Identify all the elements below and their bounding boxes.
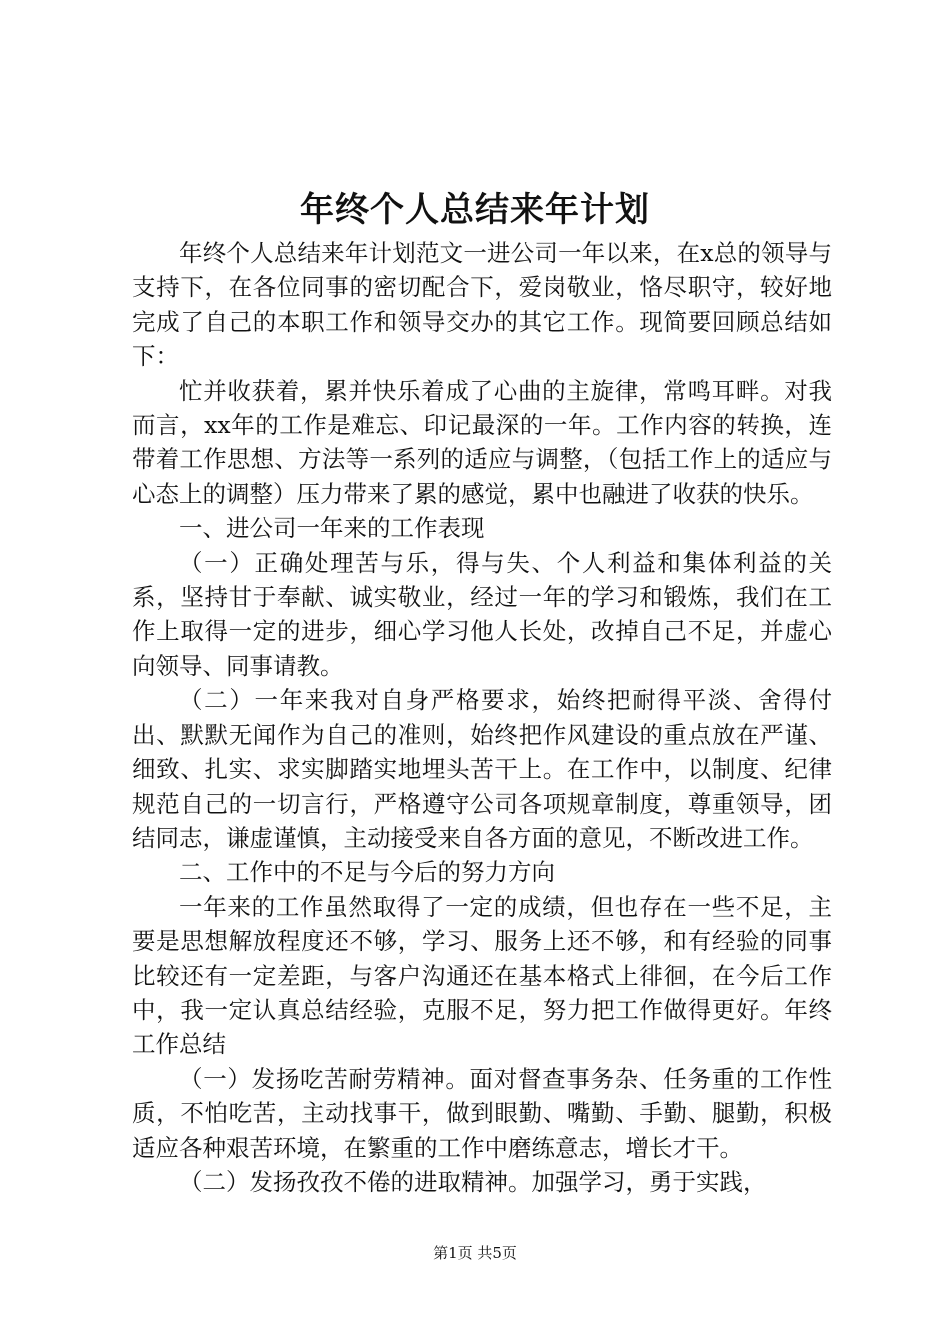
- section-heading: 二、工作中的不足与今后的努力方向: [179, 858, 555, 887]
- body-paragraph: 忙并收获着，累并快乐着成了心曲的主旋律，常鸣耳畔。对我而言，xx年的工作是难忘、印记最深的一年。工作内容的转换，连带着工作思想、方法等一系列的适应与调整，（包括工作上的适应与心态上的调整）压力带来了累的感觉，累中也融进了收获的快乐。: [132, 376, 832, 508]
- body-paragraph: 一年来的工作虽然取得了一定的成绩，但也存在一些不足，主要是思想解放程度还不够，学习、服务上还不够，和有经验的同事比较还有一定差距，与客户沟通还在基本格式上徘徊，在今后工作中，我一定认真总结经验，克服不足，努力把工作做得更好。年终工作总结: [132, 892, 832, 1059]
- body-paragraph: （二）一年来我对自身严格要求，始终把耐得平淡、舍得付出、默默无闻作为自己的准则，始终把作风建设的重点放在严谨、细致、扎实、求实脚踏实地埋头苦干上。在工作中，以制度、纪律规范自己的一切言行，严格遵守公司各项规章制度，尊重领导，团结同志，谦虚谨慎，主动接受来自各方面的意见，不断改进工作。: [132, 686, 832, 852]
- page-footer: 第1页 共5页: [433, 1244, 517, 1262]
- body-paragraph: （一）发扬吃苦耐劳精神。面对督查事务杂、任务重的工作性质，不怕吃苦，主动找事干，做到眼勤、嘴勤、手勤、腿勤，积极适应各种艰苦环境，在繁重的工作中磨练意志，增长才干。: [132, 1064, 832, 1162]
- document-body: [132, 236, 832, 1199]
- body-paragraph: （一）正确处理苦与乐，得与失、个人利益和集体利益的关系，坚持甘于奉献、诚实敬业，经过一年的学习和锻炼，我们在工作上取得一定的进步，细心学习他人长处，改掉自己不足，并虚心向领导、同事请教。: [132, 548, 832, 680]
- section-heading: 一、进公司一年来的工作表现: [179, 514, 485, 543]
- document-title: 年终个人总结来年计划: [300, 190, 650, 230]
- body-paragraph: （二）发扬孜孜不倦的进取精神。加强学习，勇于实践，: [179, 1167, 767, 1196]
- body-paragraph: 年终个人总结来年计划范文一进公司一年以来，在x总的领导与支持下，在各位同事的密切配合下，爱岗敬业，恪尽职守，较好地完成了自己的本职工作和领导交办的其它工作。现简要回顾总结如下：: [132, 239, 832, 371]
